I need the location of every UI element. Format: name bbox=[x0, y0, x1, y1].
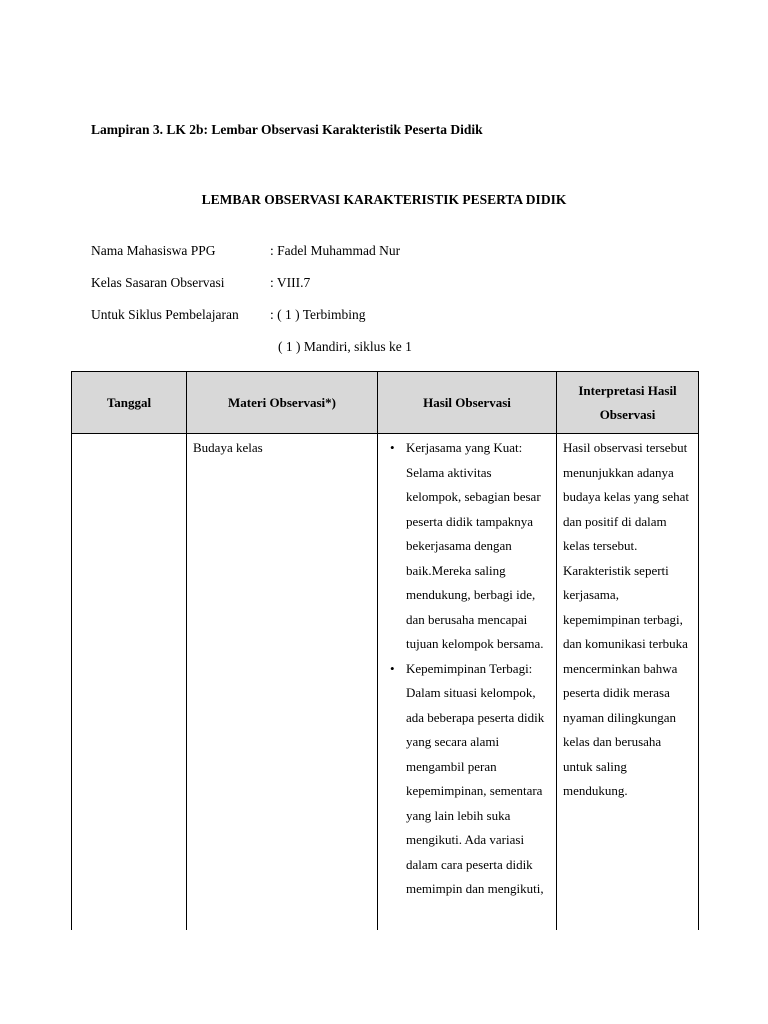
header-material: Materi Observasi*) bbox=[187, 372, 378, 434]
target-class-label: Kelas Sasaran Observasi bbox=[91, 275, 225, 290]
bullet-icon: • bbox=[390, 440, 395, 455]
student-name-label: Nama Mahasiswa PPG bbox=[91, 243, 216, 258]
bullet-icon: • bbox=[390, 660, 395, 676]
result-item bbox=[390, 657, 550, 902]
target-class-value: : VIII.7 bbox=[270, 275, 311, 290]
header-result: Hasil Observasi bbox=[378, 372, 557, 434]
document-title: LEMBAR OBSERVASI KARAKTERISTIK PESERTA DIDIK bbox=[201, 192, 567, 207]
result-item bbox=[390, 436, 550, 657]
table-header-row bbox=[72, 372, 699, 434]
observation-table bbox=[71, 371, 699, 930]
header-date: Tanggal bbox=[72, 372, 187, 434]
cell-material: Budaya kelas bbox=[187, 434, 378, 931]
appendix-title: Lampiran 3. LK 2b: Lembar Observasi Karakteristik Peserta Didik bbox=[91, 122, 483, 137]
student-name-value: : Fadel Muhammad Nur bbox=[270, 243, 401, 258]
cell-results bbox=[378, 434, 557, 931]
header-interpretation: Interpretasi Hasil Observasi bbox=[557, 372, 699, 434]
result-item-text: Kerjasama yang Kuat: Selama aktivitas kelompok, sebagian besar peserta didik tampaknya bekerjasama dengan baik.Mereka saling mendukung, berbagi ide, dan berusaha mencapai tujuan kelompok bersama. bbox=[406, 440, 544, 651]
cell-date bbox=[72, 434, 187, 931]
learning-cycle-value-guided: : ( 1 ) Terbimbing bbox=[270, 307, 366, 322]
cell-interpretation: Hasil observasi tersebut menunjukkan adanya budaya kelas yang sehat dan positif di dalam kelas tersebut. Karakteristik seperti kerjasama, kepemimpinan terbagi, dan komunikasi terbuka mencerminkan bahwa peserta didik merasa nyaman dilingkungan kelas dan berusaha untuk saling mendukung. bbox=[557, 434, 699, 931]
learning-cycle-label: Untuk Siklus Pembelajaran bbox=[91, 307, 239, 322]
learning-cycle-value-independent: ( 1 ) Mandiri, siklus ke 1 bbox=[278, 339, 412, 354]
results-list bbox=[384, 436, 550, 902]
table-row bbox=[72, 434, 699, 931]
result-item-text: Kepemimpinan Terbagi: Dalam situasi kelompok, ada beberapa peserta didik yang secara alami mengambil peran kepemimpinan, sementara yang lain lebih suka mengikuti. Ada variasi dalam cara peserta didik memimpin dan mengikuti, bbox=[406, 660, 545, 896]
